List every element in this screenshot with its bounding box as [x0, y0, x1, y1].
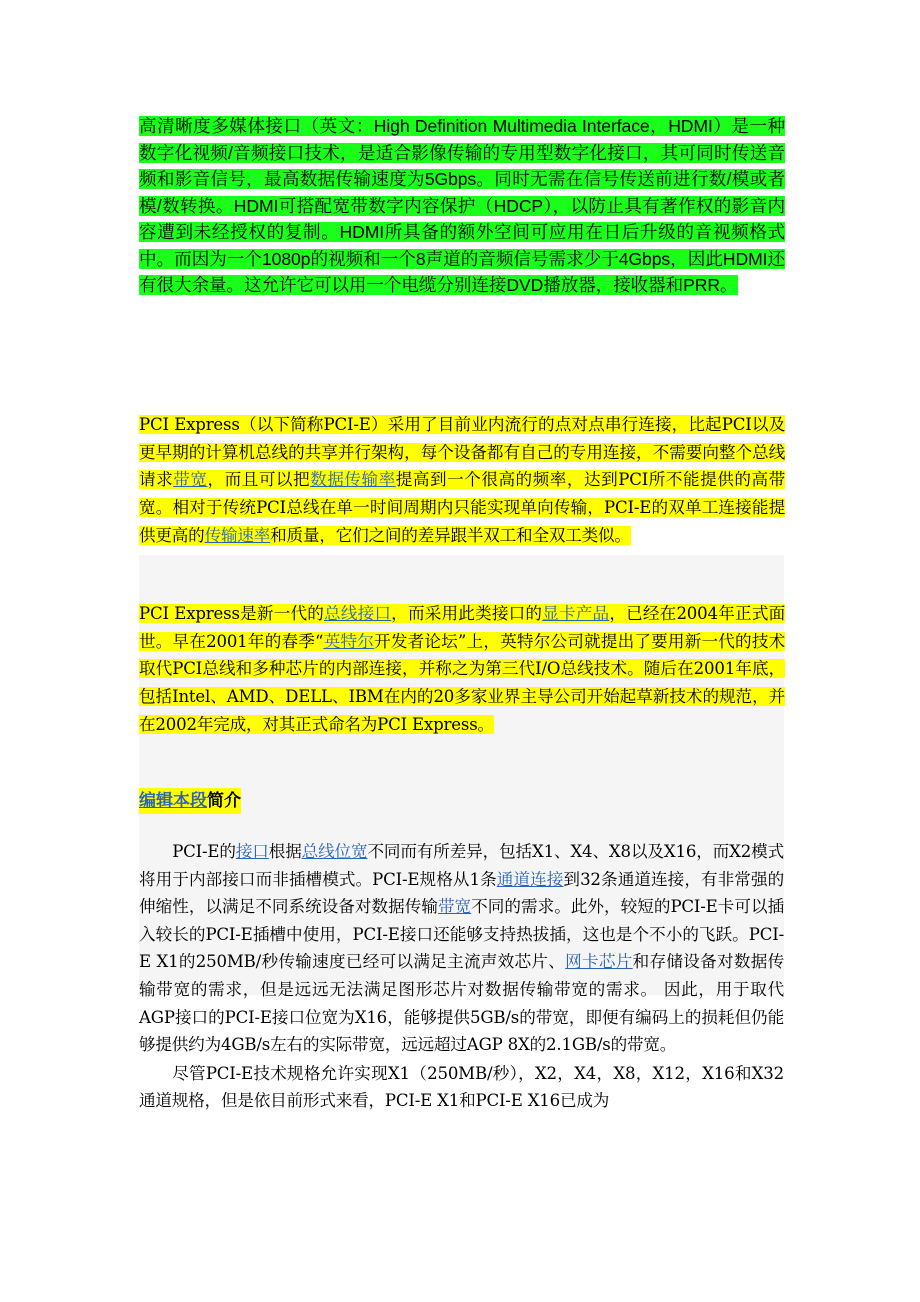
- pcie-history-text: [139, 604, 785, 734]
- section-heading: [139, 788, 241, 814]
- text-run: ，而且可以把: [207, 470, 311, 490]
- link-nic-chip[interactable]: 网卡芯片: [565, 952, 633, 972]
- intro-paragraph-1: [139, 838, 784, 1059]
- link-transfer-rate[interactable]: 传输速率: [204, 525, 271, 545]
- pcie-intro-paragraph: [139, 411, 785, 550]
- text-run: PCI-E的: [172, 842, 236, 861]
- intro-paragraph-2: 尽管PCI-E技术规格允许实现X1（250MB/秒），X2，X4，X8，X12，X16和X32通道规格，但是依目前形式来看，PCI-E X1和PCI-E X16已成为: [139, 1063, 784, 1111]
- intro-body: [139, 838, 784, 1115]
- text-run: 提高到一个很高的频率，达到PCI所不能提供的高带宽。相对于传统PCI总线在单一时间周期内只能实现单向传输，PCI-E的双单工连接能提供更高的: [139, 470, 785, 545]
- link-graphics-card[interactable]: 显卡产品: [542, 604, 610, 623]
- text-run: 不同的需求。此外，较短的PCI-E卡可以插入较长的PCI-E插槽中使用，PCI-E接口还能够支持热拔插，这也是个不小的飞跃。PCI-E X1的250MB/秒传输速度已经可以满足主流声效芯片、: [139, 897, 785, 972]
- link-bus-width[interactable]: 总线位宽: [301, 842, 368, 861]
- section-title: 简介: [207, 791, 241, 811]
- text-run: ，已经在2004年正式面世。早在2001年的春季“: [139, 604, 785, 651]
- link-bandwidth[interactable]: 带宽: [173, 470, 208, 490]
- link-bus-interface[interactable]: 总线接口: [324, 604, 392, 623]
- hdmi-paragraph: [139, 113, 785, 299]
- text-run: 开发者论坛”上，英特尔公司就提出了要用新一代的技术取代PCI总线和多种芯片的内部连接，并称之为第三代I/O总线技术。随后在2001年底，包括Intel、AMD、DELL、IBM在内的20多家业界主导公司开始起草新技术的规范，并在2002年完成，对其正式命名为PCI Express。: [139, 631, 785, 734]
- pcie-history-paragraph: [139, 600, 785, 739]
- text-run: ，而采用此类接口的: [391, 604, 543, 623]
- hdmi-text: 高清晰度多媒体接口（英文：High Definition Multimedia Interface，HDMI）是一种数字化视频/音频接口技术，是适合影像传输的专用型数字化接口，其可同时传送音频和影音信号，最高数据传输速度为5Gbps。同时无需在信号传送前进行数/模或者模/数转换。HDMI可搭配宽带数字内容保护（HDCP），以防止具有著作权的影音内容遭到未经授权的复制。HDMI所具备的额外空间可应用在日后升级的音视频格式中。而因为一个1080p的视频和一个8声道的音频信号需求少于4Gbps，因此HDMI还有很大余量。这允许它可以用一个电缆分别连接DVD播放器，接收器和PRR。: [139, 116, 785, 295]
- link-interface[interactable]: 接口: [235, 842, 269, 861]
- link-channel-connection[interactable]: 通道连接: [496, 869, 564, 889]
- text-run: 根据: [268, 842, 302, 861]
- text-run: 和质量，它们之间的差异跟半双工和全双工类似。: [270, 525, 631, 545]
- pcie-intro-text: [139, 415, 785, 545]
- edit-section-link[interactable]: 编辑本段: [139, 791, 207, 811]
- link-data-rate[interactable]: 数据传输率: [310, 470, 396, 490]
- text-run: 不同而有所差异，包括X1、X4、X8以及X16，而X2模式将用于内部接口而非插槽模式。PCI-E规格从1条: [139, 842, 785, 889]
- text-run: 和存储设备对数据传输带宽的需求，但是远远无法满足图形芯片对数据传输带宽的需求。 因此，用于取代AGP接口的PCI-E接口位宽为X16，能够提供5GB/s的带宽，即便有编码上的损耗但仍能够提供约为4GB/s左右的实际带宽，远远超过AGP 8X的2.1GB/s的带宽。: [139, 952, 785, 1055]
- link-bandwidth-2[interactable]: 带宽: [437, 897, 472, 917]
- link-intel[interactable]: 英特尔: [323, 631, 375, 651]
- text-run: PCI Express是新一代的: [139, 604, 325, 623]
- text-run: 到32条通道连接，有非常强的伸缩性，以满足不同系统设备对数据传输: [139, 869, 784, 917]
- text-run: PCI Express（以下简称PCI-E）采用了目前业内流行的点对点串行连接，比起PCI以及更早期的计算机总线的共享并行架构，每个设备都有自己的专用连接，不需要向整个总线请求: [139, 415, 785, 490]
